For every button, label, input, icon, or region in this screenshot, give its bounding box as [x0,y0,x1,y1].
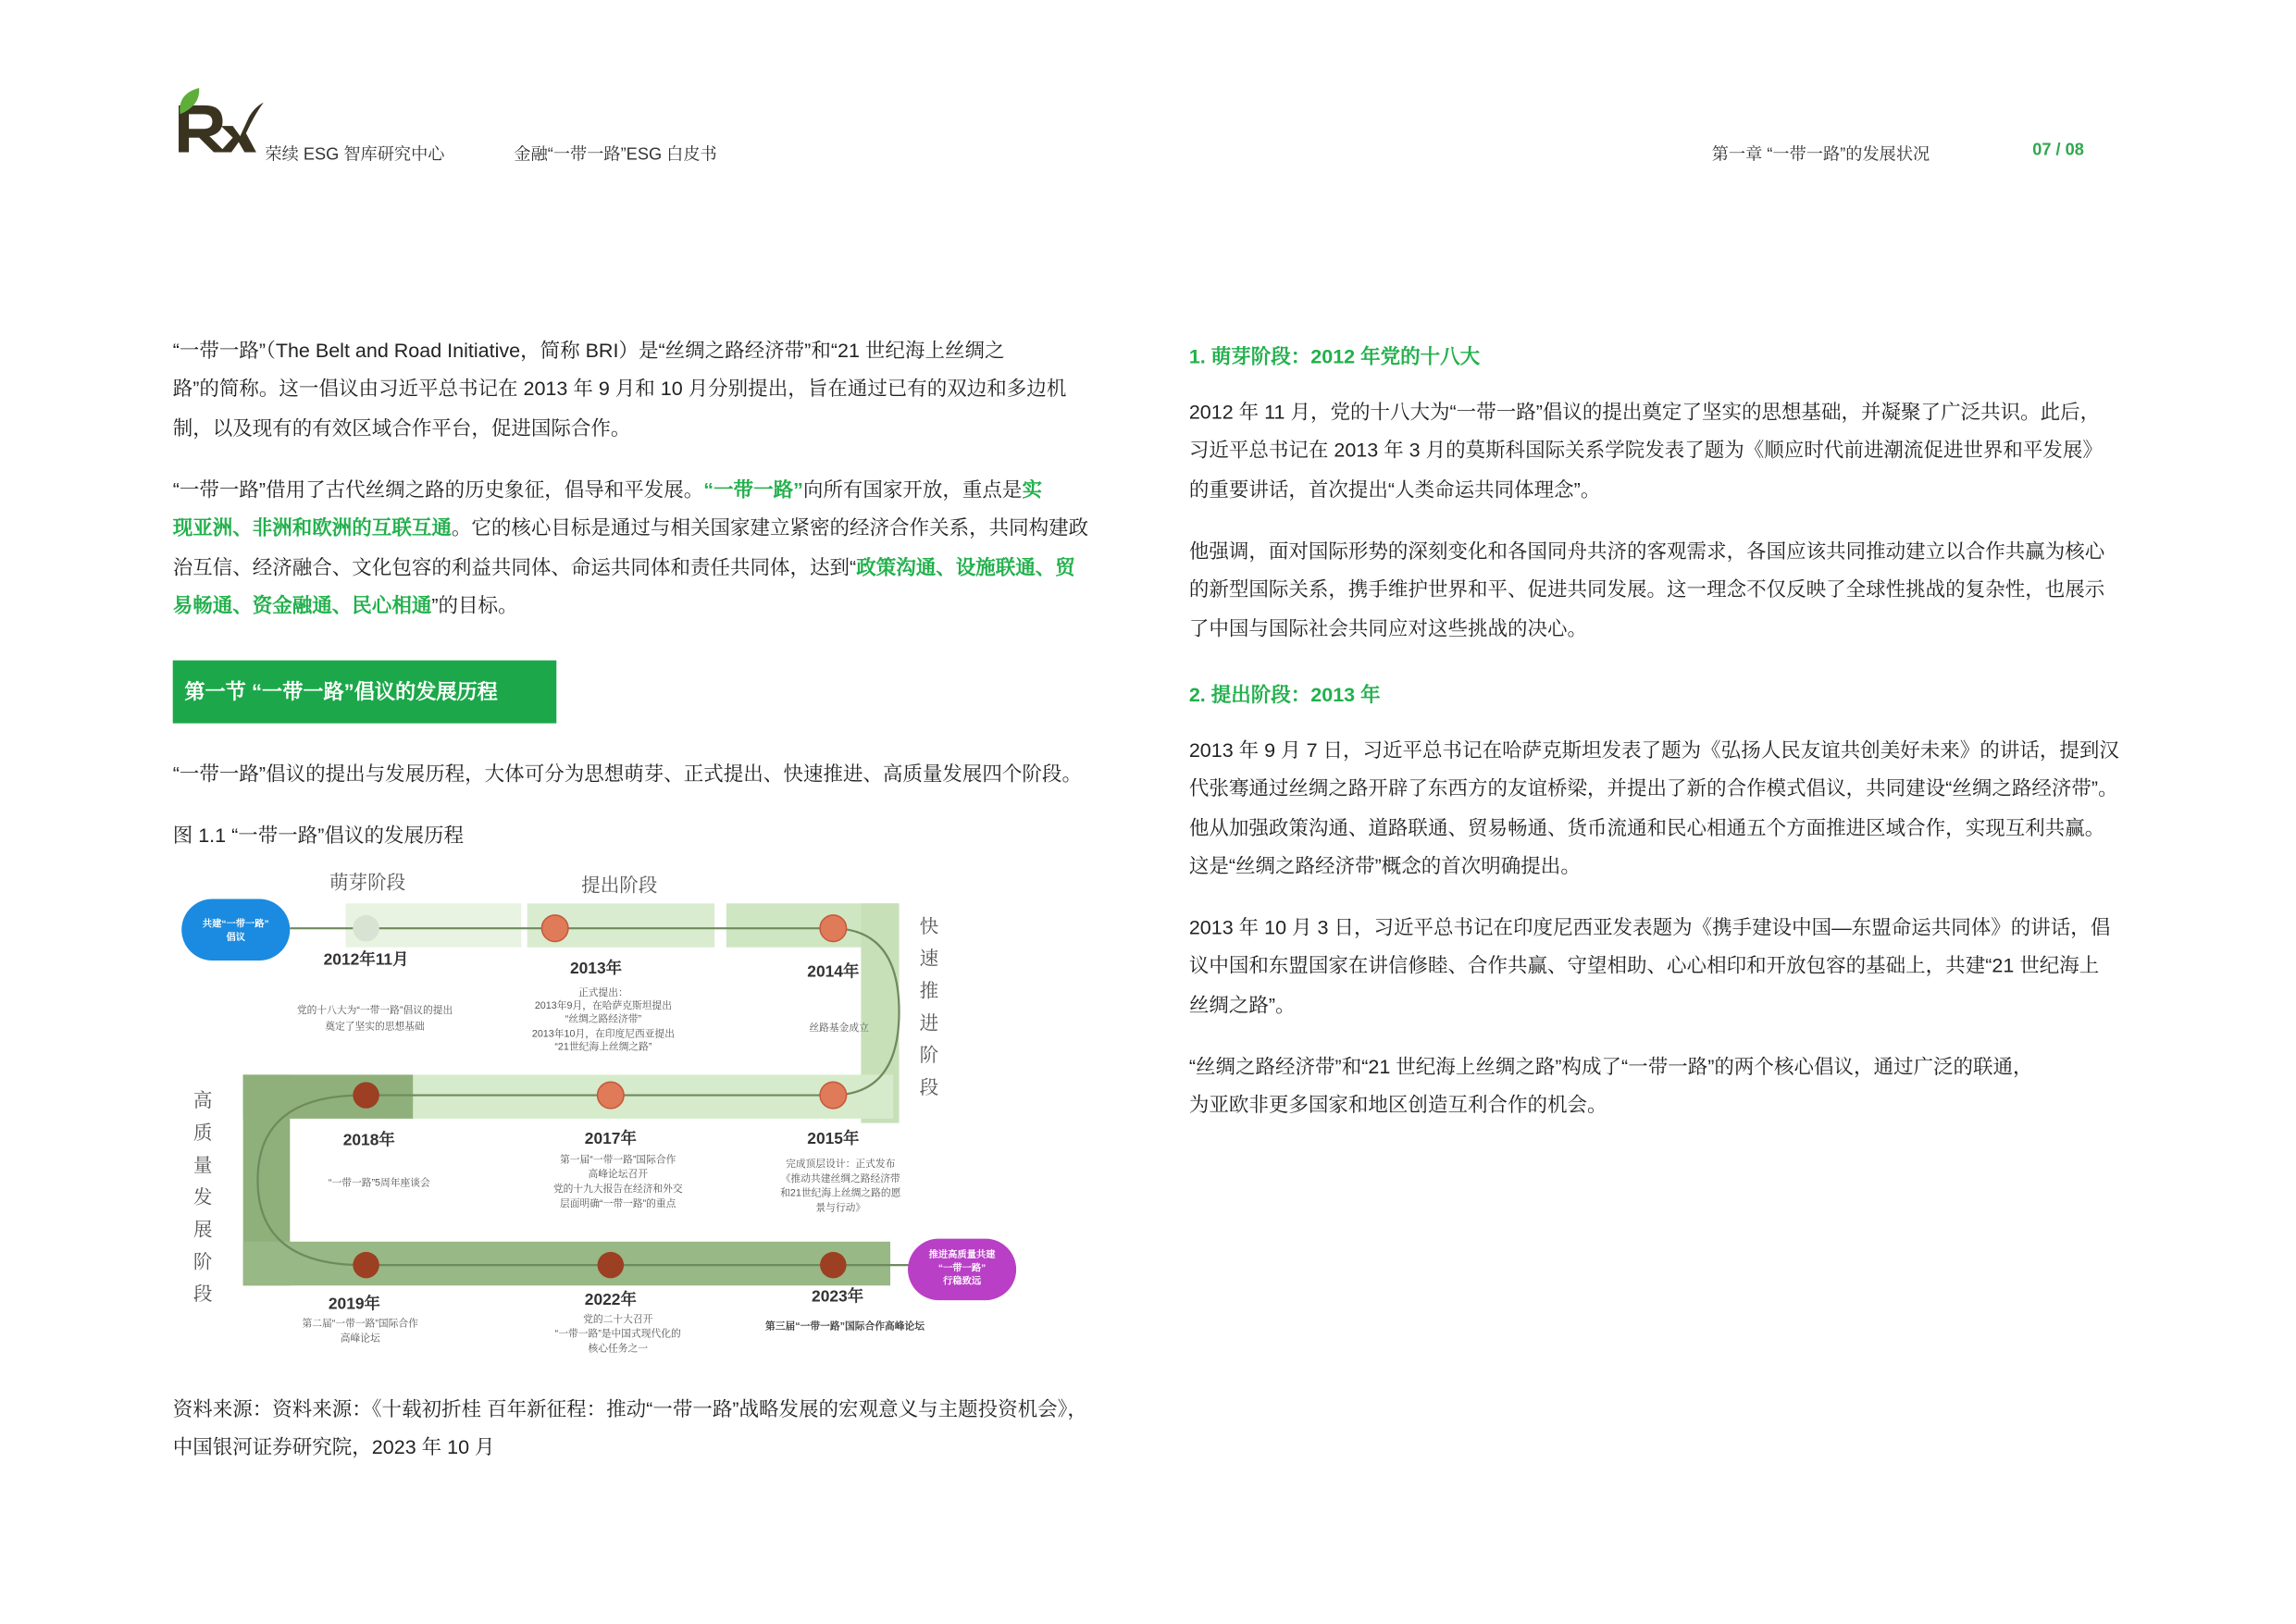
stage-label-fast-char: 进 [919,1011,939,1035]
text-line: 议中国和东盟国家在讲信修睦、合作共赢、守望相助、心心相印和开放包容的基础上，共建“21 世纪海上 [1188,955,2100,978]
node-desc: 完成顶层设计：正式发布 [786,1159,896,1171]
propose-paragraph-1 [1189,732,2155,886]
text-line: “丝绸之路经济带”和“21 世纪海上丝绸之路”构成了“一带一路”的两个核心倡议，通过广泛的联通， [1188,1055,2033,1078]
source-line: 资料来源：资料来源：《十载初折桂 百年新征程：推动“一带一路”战略发展的宏观意义与主题投资机会》， [172,1398,1087,1420]
end-pill-text: “一带一路” [937,1263,987,1274]
node-desc: 正式提出： [578,986,628,998]
highlight-five-links-cont: 易畅通、资金融通、民心相通 [172,594,432,617]
propose-paragraph-3 [1189,1048,2155,1126]
text-run: 。它的核心目标是通过与相关国家建立紧密的经济合作关系，共同构建政 [451,517,1089,539]
propose-paragraph-2 [1189,910,2155,1025]
node-desc: 丝路基金成立 [809,1022,869,1034]
node-desc: 高峰论坛 [340,1333,380,1345]
intro-line: 路”的简称。这一倡议由习近平总书记在 2013 年 9 月和 10 月分别提出，旨在通过已有的双边和多边机 [172,378,1067,401]
text-line: 的重要讲话，首次提出“人类命运共同体理念”。 [1188,478,1601,501]
stage-label-high-char: 质 [192,1122,213,1145]
source-line: 中国银河证券研究院，2023 年 10 月 [172,1436,495,1459]
timeline-node [353,1082,379,1108]
node-desc: “一带一路”是中国式现代化的 [554,1328,681,1340]
timeline-node [353,915,379,941]
rx-logo [173,85,267,158]
core-goal-paragraph [173,472,1124,626]
node-desc: 高峰论坛召开 [588,1169,648,1181]
intro-paragraph [173,332,1124,448]
intro-line: “一带一路”（The Belt and Road Initiative，简称 BRI）是“丝绸之路经济带”和“21 世纪海上丝绸之 [172,340,1005,362]
highlight-five-links: 政策沟通、设施联通、贸 [856,555,1075,578]
timeline-node [541,915,567,941]
start-pill [181,899,290,961]
text-line: 他强调，面对国际形势的深刻变化和各国同舟共济的客观需求，各国应该共同推动建立以合作共赢为核心 [1188,539,2105,563]
heading-propose-stage: 2. 提出阶段：2013 年 [1188,683,1381,706]
end-pill-text: 行稳致远 [943,1276,982,1287]
node-desc: 层面明确“一带一路”的重点 [560,1197,676,1209]
text-run: “一带一路”借用了古代丝绸之路的历史象征，倡导和平发展。 [172,478,704,502]
node-year: 2017年 [584,1128,637,1147]
node-desc: 第一届“一带一路”国际合作 [560,1154,676,1166]
node-desc: 党的十八大为“一带一路”倡议的提出 [296,1004,453,1016]
heading-germ-stage: 1. 萌芽阶段：2012 年党的十八大 [1188,345,1481,368]
node-desc: 和21世纪海上丝绸之路的愿 [780,1187,901,1199]
text-line: 2013 年 10 月 3 日，习近平总书记在印度尼西亚发表题为《携手建设中国—东盟命运共同体》的讲话，倡 [1188,916,2111,939]
header-org: 荣续 ESG 智库研究中心 [265,146,445,165]
node-desc: 第二届“一带一路”国际合作 [302,1318,418,1330]
stage-label-high-char: 阶 [192,1250,213,1273]
text-line: 丝绸之路”。 [1188,994,1296,1016]
node-year: 2019年 [328,1294,380,1313]
end-pill-text: 推进高质量共建 [928,1250,996,1261]
text-line: 为亚欧非更多国家和地区创造互利合作的机会。 [1188,1094,1607,1117]
node-desc: “丝绸之路经济带” [565,1013,642,1025]
highlight-text: 实 [1022,478,1042,502]
node-year: 2022年 [584,1289,637,1308]
node-year: 2023年 [812,1286,864,1306]
text-run: ”的目标。 [431,594,518,617]
header-doc-title: 金融“一带一路”ESG 白皮书 [514,146,717,165]
text-line: 2012 年 11 月，党的十八大为“一带一路”倡议的提出奠定了坚实的思想基础，并凝聚了广泛共识。此后， [1188,401,2101,424]
text-line: 这是“丝绸之路经济带”概念的首次明确提出。 [1188,855,1581,878]
timeline-node [820,915,846,941]
timeline-node [820,1252,846,1278]
stage-label-fast-char: 段 [919,1075,939,1098]
timeline-node [598,1082,624,1108]
node-desc: 《推动共建丝绸之路经济带 [780,1172,900,1184]
node-desc: 奠定了坚实的思想基础 [325,1021,425,1033]
start-pill-text: 共建“一带一路” [202,919,269,930]
node-year: 2012年11月 [323,949,409,969]
node-year: 2018年 [342,1130,395,1149]
germ-paragraph-2 [1189,533,2155,649]
stage-label-high-char: 段 [192,1283,213,1306]
source-note [173,1391,1139,1469]
text-line: 代张骞通过丝绸之路开辟了东西方的友谊桥梁，并提出了新的合作模式倡议，共同建设“丝绸之路经济带”。 [1188,777,2118,800]
stage-label-fast-char: 速 [919,947,939,970]
node-year: 2014年 [807,961,860,981]
text-line: 他从加强政策沟通、道路联通、贸易畅通、货币流通和民心相通五个方面推进区域合作，实现互利共赢。 [1188,816,2105,839]
timeline-node [820,1082,846,1108]
text-run: 向所有国家开放，重点是 [802,478,1023,502]
stage-label-germ: 萌芽阶段 [329,871,406,894]
node-desc: “21世纪海上丝绸之路” [554,1041,652,1053]
timeline-node [353,1252,379,1278]
stage-label-propose: 提出阶段 [581,874,658,897]
section-title: 第一节 “一带一路”倡议的发展历程 [173,661,557,724]
timeline-figure [173,861,1037,1366]
timeline-node [598,1252,624,1278]
germ-paragraph-1 [1189,394,2155,510]
stages-paragraph: “一带一路”倡议的提出与发展历程，大体可分为思想萌芽、正式提出、快速推进、高质量发展四个阶段。 [172,762,1082,786]
header-chapter: 第一章 “一带一路”的发展状况 [1711,146,1930,165]
stage-label-fast-char: 阶 [919,1044,939,1067]
highlight-bri: “一带一路” [703,478,803,502]
stage-label-high-char: 量 [192,1153,213,1176]
stage-label-fast-char: 推 [919,979,939,1002]
text-line: 了中国与国际社会共同应对这些挑战的决心。 [1188,617,1588,640]
text-line: 习近平总书记在 2013 年 3 月的莫斯科国际关系学院发表了题为《顺应时代前进潮流促进世界和平发展》 [1188,440,2103,463]
node-desc: 核心任务之一 [588,1343,648,1355]
node-desc: 党的二十大召开 [583,1313,653,1325]
node-desc: “一带一路”5周年座谈会 [328,1177,430,1189]
stage-label-high-char: 高 [192,1089,213,1112]
stage-label-high-char: 发 [192,1185,213,1209]
node-desc: 2013年9月，在哈萨克斯坦提出 [534,1000,672,1012]
node-year: 2015年 [807,1128,860,1147]
text-line: 的新型国际关系，携手维护世界和平、促进共同发展。这一理念不仅反映了全球性挑战的复杂性，也展示 [1188,578,2105,601]
node-desc: 2013年10月，在印度尼西亚提出 [531,1028,675,1040]
text-line: 2013 年 9 月 7 日，习近平总书记在哈萨克斯坦发表了题为《弘扬人民友谊共创美好未来》的讲话，提到汉 [1188,739,2119,762]
node-desc: 景与行动》 [815,1202,866,1214]
stage-label-fast-char: 快 [919,914,939,937]
highlight-connectivity: 现亚洲、非洲和欧洲的互联互通 [172,517,452,539]
stage-label-high-char: 展 [192,1218,213,1241]
figure-caption: 图 1.1 “一带一路”倡议的发展历程 [172,824,465,847]
node-desc: 第三届“一带一路”国际合作高峰论坛 [764,1320,925,1333]
intro-line: 制，以及现有的有效区域合作平台，促进国际合作。 [172,416,631,440]
node-desc: 党的十九大报告在经济和外交 [552,1183,683,1195]
text-run: 治互信、经济融合、文化包容的利益共同体、命运共同体和责任共同体，达到“ [172,555,857,578]
start-pill-text: 倡议 [226,932,246,943]
page-number: 07 / 08 [2032,142,2084,160]
node-year: 2013年 [569,959,623,978]
